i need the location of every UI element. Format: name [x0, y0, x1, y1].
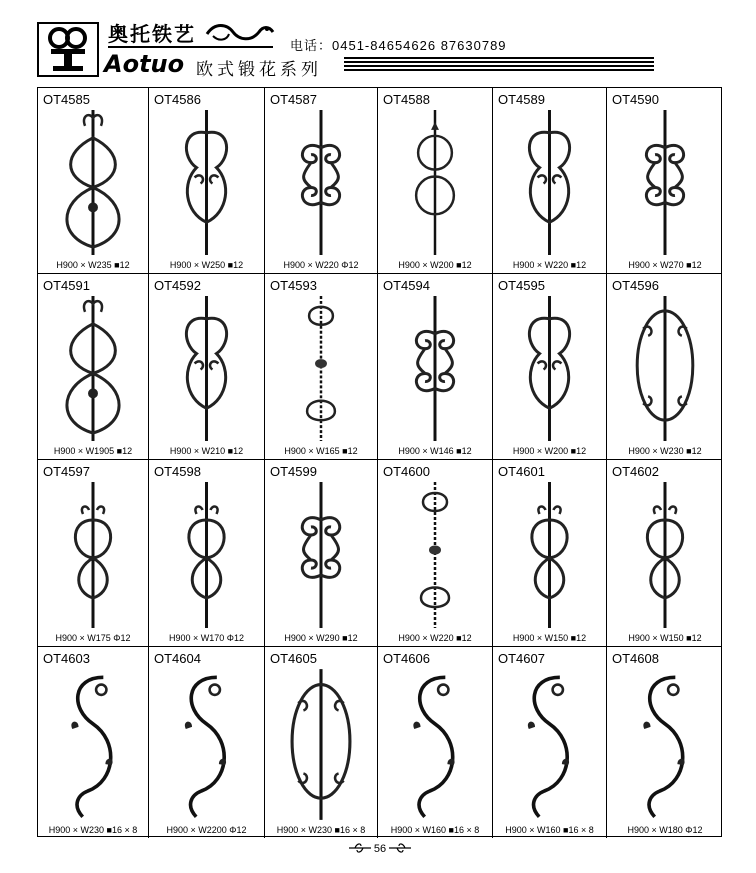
product-dimensions: H900 × W1905 ■12: [53, 446, 133, 456]
page-number: 56: [373, 843, 387, 855]
product-code: OT4586: [154, 92, 201, 107]
product-card: [149, 274, 265, 459]
product-code: OT4588: [383, 92, 430, 107]
catalog-row: [38, 647, 721, 838]
product-dimensions: H900 × W235 ■12: [56, 260, 130, 270]
product-dimensions: H900 × W230 ■12: [628, 446, 702, 456]
product-card: [607, 274, 723, 459]
product-code: OT4598: [154, 464, 201, 479]
wrought-iron-baluster-illustration: [265, 294, 377, 443]
product-card: [493, 647, 607, 838]
left-ornament-icon: [349, 843, 371, 853]
product-dimensions: H900 × W230 ■16 × 8: [48, 825, 138, 835]
product-dimensions: H900 × W270 ■12: [628, 260, 702, 270]
catalog-row: [38, 88, 721, 274]
wrought-iron-baluster-illustration: [607, 108, 723, 257]
product-code: OT4585: [43, 92, 90, 107]
aotuo-logo: [37, 22, 99, 77]
product-dimensions: H900 × W146 ■12: [398, 446, 472, 456]
wrought-iron-baluster-illustration: [149, 667, 264, 822]
product-card: [38, 647, 149, 838]
wrought-iron-baluster-illustration: [607, 480, 723, 630]
right-ornament-icon: [389, 843, 411, 853]
product-dimensions: H900 × W200 ■12: [512, 446, 587, 456]
product-code: OT4597: [43, 464, 90, 479]
product-code: OT4590: [612, 92, 659, 107]
product-code: OT4602: [612, 464, 659, 479]
product-dimensions: H900 × W160 ■16 × 8: [390, 825, 480, 835]
product-code: OT4593: [270, 278, 317, 293]
series-title: 欧式锻花系列: [196, 60, 322, 80]
product-card: [38, 88, 149, 273]
brand-chinese-name: 奥托铁艺: [108, 22, 196, 46]
product-card: [493, 88, 607, 273]
wrought-iron-baluster-illustration: [493, 667, 606, 822]
product-card: [607, 88, 723, 273]
product-code: OT4607: [498, 651, 545, 666]
product-code: OT4591: [43, 278, 90, 293]
wrought-iron-baluster-illustration: [38, 108, 148, 257]
product-code: OT4600: [383, 464, 430, 479]
product-card: [38, 274, 149, 459]
product-code: OT4595: [498, 278, 545, 293]
wrought-iron-baluster-illustration: [378, 480, 492, 630]
product-dimensions: H900 × W150 ■12: [512, 633, 587, 643]
brand-underline: [108, 46, 273, 48]
product-card: [265, 274, 378, 459]
product-card: [265, 647, 378, 838]
product-dimensions: H900 × W220 Φ12: [283, 260, 359, 270]
product-code: OT4599: [270, 464, 317, 479]
dragon-emblem: [205, 20, 275, 46]
product-card: [149, 647, 265, 838]
wrought-iron-baluster-illustration: [378, 294, 492, 443]
product-card: [607, 460, 723, 646]
wrought-iron-baluster-illustration: [38, 480, 148, 630]
product-card: [493, 460, 607, 646]
catalog-row: [38, 274, 721, 460]
page-header: [0, 0, 756, 88]
product-dimensions: H900 × W290 ■12: [284, 633, 358, 643]
wrought-iron-baluster-illustration: [493, 480, 606, 630]
product-dimensions: H900 × W150 ■12: [628, 633, 702, 643]
wrought-iron-baluster-illustration: [38, 294, 148, 443]
product-dimensions: H900 × W250 ■12: [169, 260, 244, 270]
product-card: [149, 460, 265, 646]
product-card: [607, 647, 723, 838]
decorative-rules: [344, 57, 654, 73]
product-card: [378, 460, 493, 646]
brand-english-name: Aotuo: [104, 50, 185, 78]
product-dimensions: H900 × W200 ■12: [398, 260, 472, 270]
wrought-iron-baluster-illustration: [378, 108, 492, 257]
wrought-iron-baluster-illustration: [378, 667, 492, 822]
product-card: [38, 460, 149, 646]
product-code: OT4605: [270, 651, 317, 666]
product-dimensions: H900 × W180 Φ12: [627, 825, 703, 835]
product-dimensions: H900 × W160 ■16 × 8: [505, 825, 594, 835]
product-dimensions: H900 × W220 ■12: [512, 260, 587, 270]
product-code: OT4606: [383, 651, 430, 666]
wrought-iron-baluster-illustration: [149, 480, 264, 630]
product-code: OT4601: [498, 464, 545, 479]
wrought-iron-baluster-illustration: [265, 480, 377, 630]
product-dimensions: H900 × W165 ■12: [284, 446, 358, 456]
wrought-iron-baluster-illustration: [493, 108, 606, 257]
wrought-iron-baluster-illustration: [38, 667, 148, 822]
product-code: OT4587: [270, 92, 317, 107]
wrought-iron-baluster-illustration: [607, 667, 723, 822]
product-code: OT4594: [383, 278, 430, 293]
wrought-iron-baluster-illustration: [265, 108, 377, 257]
product-card: [378, 647, 493, 838]
product-dimensions: H900 × W175 Φ12: [55, 633, 131, 643]
product-card: [493, 274, 607, 459]
product-dimensions: H900 × W210 ■12: [169, 446, 244, 456]
product-catalog-grid: [37, 87, 722, 837]
wrought-iron-baluster-illustration: [149, 108, 264, 257]
product-card: [378, 274, 493, 459]
product-dimensions: H900 × W230 ■16 × 8: [276, 825, 366, 835]
product-code: OT4604: [154, 651, 201, 666]
product-card: [265, 460, 378, 646]
product-card: [149, 88, 265, 273]
wrought-iron-baluster-illustration: [265, 667, 377, 822]
catalog-row: [38, 460, 721, 647]
wrought-iron-baluster-illustration: [607, 294, 723, 443]
page-footer: [340, 842, 420, 858]
product-dimensions: H900 × W170 Φ12: [169, 633, 244, 643]
wrought-iron-baluster-illustration: [493, 294, 606, 443]
product-card: [265, 88, 378, 273]
phone-numbers: 电话：0451-84654626 87630789: [290, 38, 507, 53]
product-dimensions: H900 × W2200 Φ12: [166, 825, 247, 835]
wrought-iron-baluster-illustration: [149, 294, 264, 443]
product-code: OT4608: [612, 651, 659, 666]
product-code: OT4592: [154, 278, 201, 293]
product-dimensions: H900 × W220 ■12: [398, 633, 472, 643]
product-card: [378, 88, 493, 273]
product-code: OT4596: [612, 278, 659, 293]
product-code: OT4603: [43, 651, 90, 666]
product-code: OT4589: [498, 92, 545, 107]
